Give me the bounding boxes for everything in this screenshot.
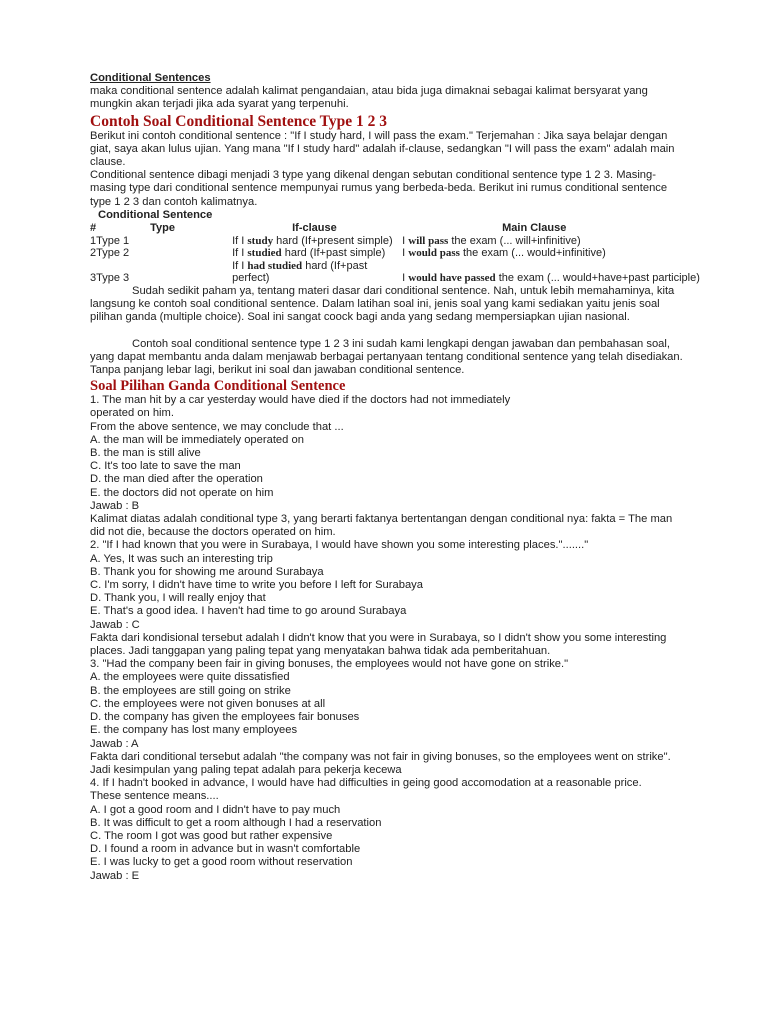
option-line: A. the employees were quite dissatisfied [90,671,290,684]
header-if-clause: If-clause [292,222,337,235]
answer-line: Jawab : C [90,618,140,631]
option-line: D. the man died after the operation [90,473,263,486]
option-line: B. Thank you for showing me around Surabaya [90,565,324,578]
option-line: B. the employees are still going on strike [90,684,291,697]
table-row [90,247,710,260]
paragraph-types: Conditional sentence dibagi menjadi 3 type yang dikenal dengan sebutan conditional sentence type 1 2 3. Masing-masing type dari conditional sentence mempunyai rumus yang berbeda-beda. Berikut ini rumus conditional sentence type 1 2 3 dan contoh kalimatnya. [90,169,668,208]
question-line: These sentence means.... [90,790,219,803]
question-line: 4. If I hadn't booked in advance, I would have had difficulties in geing good accomodation at a reasonable price. [90,777,642,790]
option-line: A. I got a good room and I didn't have to pay much [90,803,341,816]
document-page [90,72,700,883]
option-line: C. I'm sorry, I didn't have time to write you before I left for Surabaya [90,579,423,592]
row-main-clause: I would pass the exam (... would+infinitive) [402,247,606,260]
row-type: Type 2 [96,247,130,260]
row-num: 3 [90,272,97,285]
option-line: D. I found a room in advance but in wasn't comfortable [90,843,361,856]
row-num: 1 [90,234,97,247]
explanation-line: Kalimat diatas adalah conditional type 3, yang berarti faktanya bertentangan dengan conditional nya: fakta = The man did not die, because the doctors operated on him. [90,513,673,539]
option-line: A. the man will be immediately operated on [90,433,304,446]
heading-contoh-soal: Contoh Soal Conditional Sentence Type 1 2 3 [90,112,387,130]
option-line: D. the company has given the employees fair bonuses [90,711,360,724]
header-main-clause: Main Clause [502,222,567,235]
option-line: C. the employees were not given bonuses at all [90,697,326,710]
question-line: From the above sentence, we may conclude that ... [90,420,344,433]
option-line: A. Yes, It was such an interesting trip [90,552,273,565]
row-main-clause: I will pass the exam (... will+infinitive) [402,234,581,247]
row-main-clause: I would have passed the exam (... would+have+past participle) [402,272,700,285]
option-line: C. The room I got was good but rather expensive [90,829,333,842]
row-type: Type 1 [96,234,130,247]
row-if-clause: If I study hard (If+present simple) [232,234,393,247]
answer-line: Jawab : B [90,499,140,512]
conditional-table [90,222,710,285]
header-type: Type [150,222,175,235]
option-line: E. That's a good idea. I haven't had time to go around Surabaya [90,605,407,618]
row-num: 2 [90,247,97,260]
row-if-clause: If I had studied hard (If+past perfect) [232,259,368,285]
question-block [90,777,690,883]
answer-line: Jawab : E [90,869,140,882]
paragraph-intro-quiz: Sudah sedikit paham ya, tentang materi dasar dari conditional sentence. Nah, untuk lebih memahaminya, kita langsung ke contoh soal conditional sentence. Dalam latihan soal ini, jenis soal yang kami sediakan yaitu jenis soal pilihan ganda (multiple choice). Soal ini sangat coock bagi anda yang sedang mempersiapkan ujian nasional. [90,285,675,324]
option-line: E. the doctors did not operate on him [90,486,274,499]
option-line: C. It's too late to save the man [90,460,241,473]
table-row [90,260,710,285]
question-line: 3. "Had the company been fair in giving bonuses, the employees would not have gone on strike." [90,658,569,671]
header-num: # [90,222,97,235]
row-if-clause: If I studied hard (If+past simple) [232,247,386,260]
question-block [90,539,690,658]
section-title: Conditional Sentences [90,72,211,84]
explanation-line: Fakta dari kondisional tersebut adalah I didn't know that you were in Surabaya, so I didn't show you some interesting places. Jadi tanggapan yang paling tepat yang menyatakan bahwa tidak ada pemberitahuan. [90,631,667,658]
table-header-row [90,222,710,235]
paragraph-example: Berikut ini contoh conditional sentence : "If I study hard, I will pass the exam." Terjemahan : Jika saya belajar dengan giat, saya akan lulus ujian. Yang mana "If I study hard" adalah if-clause, sedangkan "I will pass the exam" adalah main clause. [90,129,675,169]
option-line: B. It was difficult to get a room although I had a reservation [90,816,382,829]
option-line: B. the man is still alive [90,447,201,460]
question-block [90,658,690,777]
option-line: D. Thank you, I will really enjoy that [90,592,266,605]
question-line: 1. The man hit by a car yesterday would have died if the doctors had not immediately [90,394,511,407]
question-line: operated on him. [90,407,174,420]
table-caption: Conditional Sentence [98,208,213,221]
question-line: 2. "If I had known that you were in Surabaya, I would have shown you some interesting places."......." [90,539,589,552]
row-type: Type 3 [96,272,130,285]
paragraph-quiz-note: Contoh soal conditional sentence type 1 2 3 ini sudah kami lengkapi dengan jawaban dan pembahasan soal, yang dapat membantu anda dalam menjawab berbagai pertanyaan tentang conditional sentence yang telah disediakan. Tanpa panjang lebar lagi, berikut ini soal dan jawaban conditional sentence. [90,337,683,377]
table-row [90,235,710,248]
heading-soal-pilihan-ganda: Soal Pilihan Ganda Conditional Sentence [90,378,346,395]
answer-line: Jawab : A [90,737,139,750]
explanation-line: Fakta dari conditional tersebut adalah "the company was not fair in giving bonuses, so the employees went on strike". Jadi kesimpulan yang paling tepat adalah para pekerja kecewa [90,750,671,776]
intro-paragraph: maka conditional sentence adalah kalimat pengandaian, atau bida juga dimaknai sebagai kalimat bersyarat yang mungkin akan terjadi jika ada syarat yang terpenuhi. [90,85,648,111]
option-line: E. the company has lost many employees [90,724,298,737]
question-block [90,394,690,539]
question-list [90,394,690,883]
option-line: E. I was lucky to get a good room without reservation [90,856,353,869]
